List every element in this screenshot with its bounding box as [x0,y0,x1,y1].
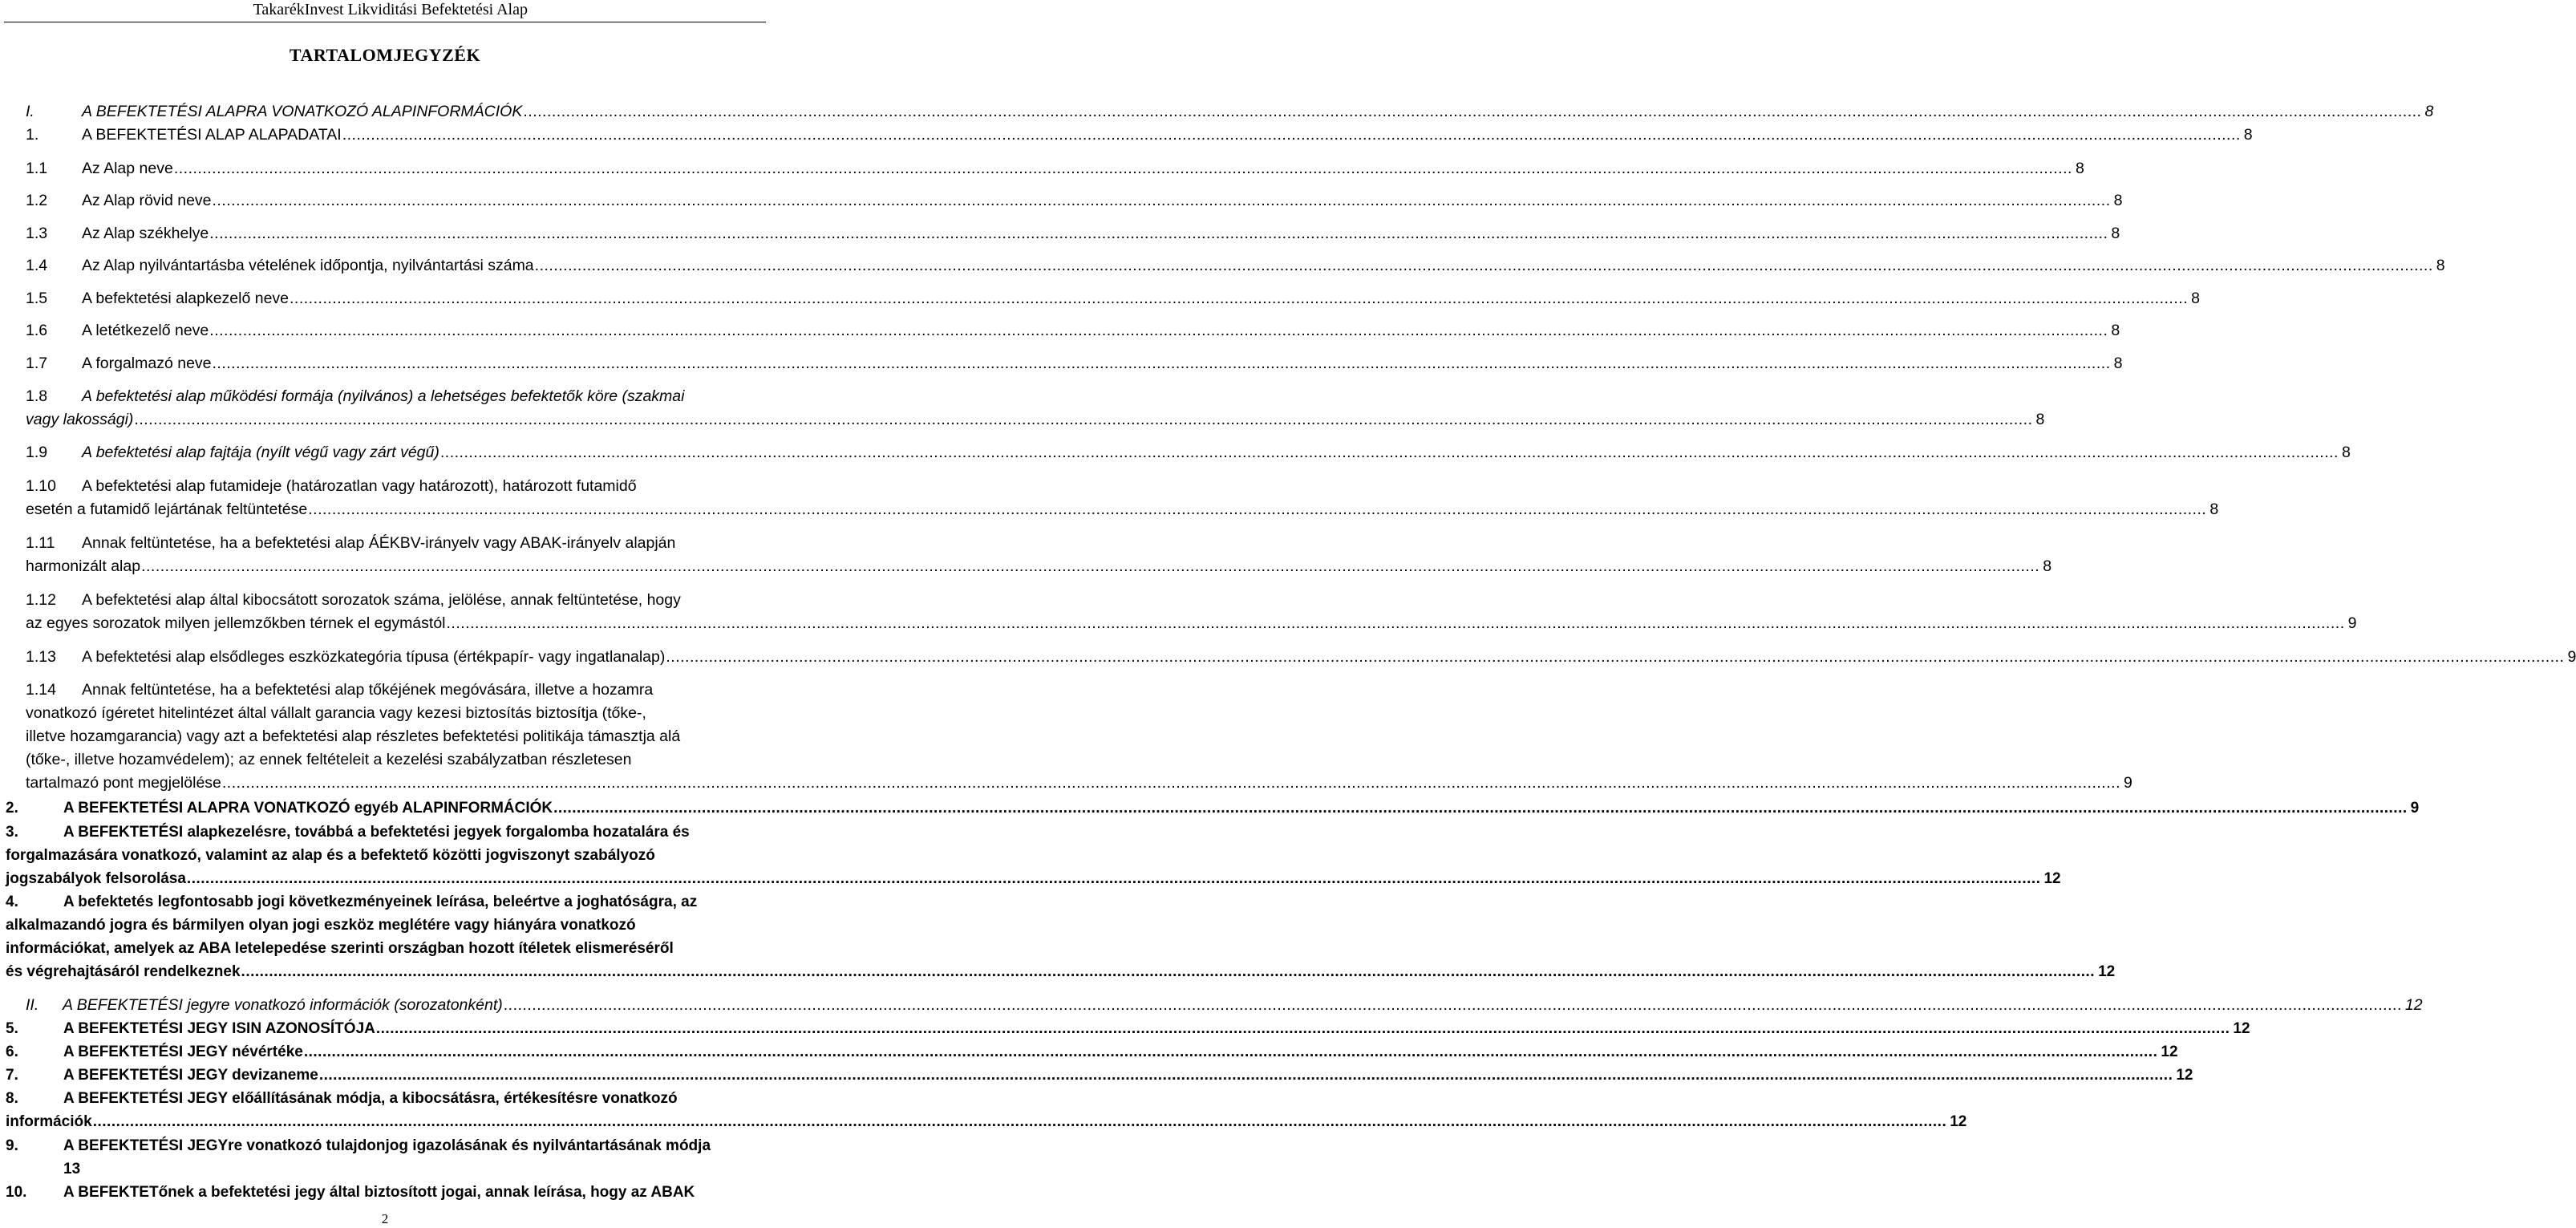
toc-entry-number: 1.7 [26,355,48,372]
toc-dot-leader: ................................................................................................................................................................................................................................................................................................................................................................................................................ [553,800,2408,817]
toc-dot-leader: ................................................................................................................................................................................................................................................................................................................................................................................................................ [209,322,2108,339]
toc-page-number: 9 [2410,800,2420,817]
toc-dot-leader: ................................................................................................................................................................................................................................................................................................................................................................................................................ [186,870,2041,887]
toc-page-number: 9 [2123,774,2132,792]
toc-dot-leader: ................................................................................................................................................................................................................................................................................................................................................................................................................ [342,126,2241,144]
toc-entry-title: 13 [63,1161,81,1177]
toc-entry[interactable] [26,385,2045,432]
toc-entry[interactable] [6,796,2420,820]
toc-entry-number: 1.12 [26,591,56,609]
toc-page-number: 12 [2043,870,2061,887]
toc-entry[interactable] [26,189,2123,213]
toc-entry-title: A befektetési alap elsődleges eszközkategória típusa (értékpapír- vagy ingatlanalap) [82,648,666,666]
toc-dot-leader: ................................................................................................................................................................................................................................................................................................................................................................................................................ [221,774,2120,792]
toc-page-number: 12 [2233,1020,2250,1037]
toc-entry[interactable] [6,890,2116,983]
toc-entry-number: 1.14 [26,681,56,699]
toc-dot-leader: ................................................................................................................................................................................................................................................................................................................................................................................................................ [503,996,2402,1014]
toc-dot-leader: ................................................................................................................................................................................................................................................................................................................................................................................................................ [308,501,2207,518]
toc-entry-number: 1. [26,126,39,144]
toc-page-number: 8 [2111,225,2120,242]
page-title: TARTALOMJEGYZÉK [289,45,481,65]
toc-page-number: 8 [2209,501,2219,518]
toc-entry-title: A BEFEKTETÉSI JEGY ISIN AZONOSÍTÓJA [63,1020,375,1037]
toc-entry-number: 1.5 [26,290,48,307]
toc-entry-title: A BEFEKTETőnek a befektetési jegy által biztosított jogai, annak leírása, hogy az ABAK [63,1184,695,1201]
toc-entry-number: 1.10 [26,477,56,495]
toc-entry[interactable] [6,1017,2250,1040]
toc-page-number: 12 [2176,1067,2193,1084]
toc-page-number: 8 [2043,557,2052,575]
toc-entry-title: információk [6,1113,92,1130]
toc-entry-title: A BEFEKTETÉSI ALAPRA VONATKOZÓ ALAPINFORMÁCIÓK [82,103,523,120]
toc-entry[interactable] [26,994,2423,1017]
toc-entry-title: (tőke-, illetve hozamvédelem); az ennek feltételeit a kezelési szabályzatban részletesen [26,751,632,768]
toc-entry-title: A BEFEKTETÉSI JEGY előállításának módja, a kibocsátásra, értékesítésre vonatkozó [63,1090,678,1107]
toc-entry-title: A befektetés legfontosabb jogi következményeinek leírása, beleértve a joghatóságra, az [63,894,698,910]
toc-entry-number: II. [26,996,39,1014]
toc-entry-title: A befektetési alap futamideje (határozatlan vagy határozott), határozott futamidő [82,477,637,495]
toc-entry-title: Az Alap neve [82,160,173,177]
toc-entry-title: az egyes sorozatok milyen jellemzőkben térnek el egymástól [26,614,446,632]
running-header: TakarékInvest Likviditási Befektetési Alap [253,1,528,18]
toc-entry-title: tartalmazó pont megjelölése [26,774,221,792]
toc-entry-title: Az Alap székhelye [82,225,209,242]
toc-dot-leader: ................................................................................................................................................................................................................................................................................................................................................................................................................ [212,355,2111,372]
toc-page-number: 8 [2035,411,2045,428]
toc-entry[interactable] [26,475,2219,521]
toc-entry-title: A BEFEKTETÉSI jegyre vonatkozó információk (sorozatonként) [63,996,503,1014]
toc-entry-title: és végrehajtásáról rendelkeznek [6,963,241,980]
toc-entry[interactable] [26,532,2052,578]
toc-entry-title: alkalmazandó jogra és bármilyen olyan jogi eszköz meglétére vagy hiányára vonatkozó [6,917,636,934]
toc-page-number: 8 [2111,322,2120,339]
toc-entry-title: A BEFEKTETÉSI JEGY devizaneme [63,1067,318,1084]
page-number: 2 [381,1211,389,1226]
toc-entry[interactable] [26,679,2132,795]
toc-entry-title: A befektetési alap által kibocsátott sorozatok száma, jelölése, annak feltüntetése, hogy [82,591,681,609]
toc-entry-title: A BEFEKTETÉSI JEGY névértéke [63,1044,303,1060]
toc-page-number: 12 [2161,1044,2178,1060]
toc-dot-leader: ................................................................................................................................................................................................................................................................................................................................................................................................................ [212,192,2111,209]
toc-entry-number: 1.3 [26,225,48,242]
toc-entry-title: vagy lakossági) [26,411,134,428]
toc-entry-number: I. [26,103,34,120]
toc-entry[interactable] [26,254,2445,278]
toc-entry-number: 1.4 [26,257,48,274]
toc-entry[interactable] [26,646,2576,669]
toc-page-number: 8 [2113,192,2123,209]
toc-entry-number: 1.9 [26,444,48,461]
toc-entry-title: A BEFEKTETÉSI ALAPRA VONATKOZÓ egyéb ALAPINFORMÁCIÓK [63,800,553,817]
toc-entry-title: A befektetési alapkezelő neve [82,290,290,307]
toc-entry-title: információkat, amelyek az ABA letelepedése szerinti országban hozott ítéletek elismeréséről [6,940,674,957]
toc-dot-leader: ................................................................................................................................................................................................................................................................................................................................................................................................................ [92,1113,1947,1130]
toc-entry-title: A BEFEKTETÉSI alapkezelésre, továbbá a befektetési jegyek forgalomba hozatalára és [63,824,690,841]
toc-entry[interactable] [6,1087,1967,1133]
toc-page-number: 8 [2075,160,2084,177]
toc-entry-title: forgalmazására vonatkozó, valamint az alap és a befektető közötti jogviszonyt szabályozó [6,847,655,864]
toc-page-number: 8 [2191,290,2200,307]
toc-entry[interactable] [26,157,2084,180]
toc-entry-title: harmonizált alap [26,557,141,575]
toc-page-number: 8 [2113,355,2123,372]
toc-dot-leader: ................................................................................................................................................................................................................................................................................................................................................................................................................ [241,963,2096,980]
toc-entry-number: 1.11 [26,534,55,552]
toc-dot-leader: ................................................................................................................................................................................................................................................................................................................................................................................................................ [446,614,2345,632]
toc-dot-leader: ................................................................................................................................................................................................................................................................................................................................................................................................................ [134,411,2033,428]
toc-page-number: 8 [2341,444,2351,461]
toc-entry[interactable] [26,319,2120,342]
toc-entry-title: A BEFEKTETÉSI JEGYre vonatkozó tulajdonjog igazolásának és nyilvántartásának módja [63,1137,711,1154]
toc-entry[interactable] [26,589,2357,635]
toc-entry-title: Az Alap nyilvántartásba vételének időpontja, nyilvántartási száma [82,257,534,274]
toc-entry-title: vonatkozó ígéretet hitelintézet által vállalt garancia vagy kezesi biztosítás biztosítja (tőke-, [26,704,646,722]
toc-entry-title: Az Alap rövid neve [82,192,212,209]
toc-page-number: 9 [2567,648,2576,666]
toc-dot-leader: ................................................................................................................................................................................................................................................................................................................................................................................................................ [141,557,2040,575]
toc-dot-leader: ................................................................................................................................................................................................................................................................................................................................................................................................................ [666,648,2565,666]
toc-entry-number: 10. [6,1184,27,1201]
toc-entry-number: 1.2 [26,192,48,209]
toc-entry[interactable] [26,222,2120,245]
toc-page-number: 9 [2347,614,2357,632]
toc-dot-leader: ................................................................................................................................................................................................................................................................................................................................................................................................................ [290,290,2189,307]
toc-entry-title: A befektetési alap fajtája (nyílt végű vagy zárt végű) [82,444,439,461]
toc-entry[interactable] [26,287,2200,310]
toc-entry-title: A letétkezelő neve [82,322,209,339]
toc-entry-number: 7. [6,1067,18,1084]
toc-dot-leader: ................................................................................................................................................................................................................................................................................................................................................................................................................ [523,103,2422,120]
toc-dot-leader: ................................................................................................................................................................................................................................................................................................................................................................................................................ [534,257,2433,274]
toc-dot-leader: ................................................................................................................................................................................................................................................................................................................................................................................................................ [318,1067,2173,1084]
toc-entry-title: illetve hozamgarancia) vagy azt a befektetési alap részletes befektetési politikája támasztja alá [26,727,681,745]
toc-page-number: 8 [2424,103,2434,120]
toc-entry-number: 5. [6,1020,18,1037]
toc-entry-title: Annak feltüntetése, ha a befektetési alap tőkéjének megóvására, illetve a hozamra [82,681,654,699]
toc-dot-leader: ................................................................................................................................................................................................................................................................................................................................................................................................................ [439,444,2339,461]
toc-entry-number: 1.6 [26,322,48,339]
toc-entry[interactable] [6,1134,763,1181]
toc-entry-number: 3. [6,824,18,841]
toc-dot-leader: ................................................................................................................................................................................................................................................................................................................................................................................................................ [173,160,2072,177]
toc-entry[interactable] [6,821,2061,890]
toc-page-number: 12 [2098,963,2116,980]
toc-dot-leader: ................................................................................................................................................................................................................................................................................................................................................................................................................ [375,1020,2230,1037]
toc-entry[interactable] [26,124,2253,147]
toc-page-number: 12 [1950,1113,1967,1130]
toc-entry-number: 6. [6,1044,18,1060]
toc-dot-leader: ................................................................................................................................................................................................................................................................................................................................................................................................................ [209,225,2108,242]
toc-entry[interactable] [26,100,2434,124]
toc-entry-title: A befektetési alap működési formája (nyilvános) a lehetséges befektetők köre (szakmai [82,387,685,405]
toc-entry-number: 9. [6,1137,18,1154]
toc-entry[interactable] [26,352,2123,375]
toc-page-number: 8 [2243,126,2253,144]
toc-entry[interactable] [6,1181,763,1204]
toc-entry-title: A forgalmazó neve [82,355,212,372]
toc-dot-leader: ................................................................................................................................................................................................................................................................................................................................................................................................................ [303,1044,2158,1060]
toc-entry-number: 2. [6,800,18,817]
toc-entry-number: 1.1 [26,160,48,177]
toc-entry-number: 1.13 [26,648,56,666]
toc-entry-title: esetén a futamidő lejártának feltüntetése [26,501,308,518]
toc-entry-number: 1.8 [26,387,48,405]
toc-entry[interactable] [6,1064,2193,1087]
toc-entry-title: jogszabályok felsorolása [6,870,186,887]
toc-entry[interactable] [26,441,2351,464]
toc-page-number: 8 [2436,257,2445,274]
toc-entry-number: 4. [6,894,18,910]
toc-entry[interactable] [6,1040,2178,1064]
toc-entry-title: Annak feltüntetése, ha a befektetési alap ÁÉKBV-irányelv vagy ABAK-irányelv alapján [82,534,676,552]
toc-page-number: 12 [2404,996,2423,1014]
toc-entry-number: 8. [6,1090,18,1107]
toc-entry-title: A BEFEKTETÉSI ALAP ALAPADATAI [82,126,342,144]
